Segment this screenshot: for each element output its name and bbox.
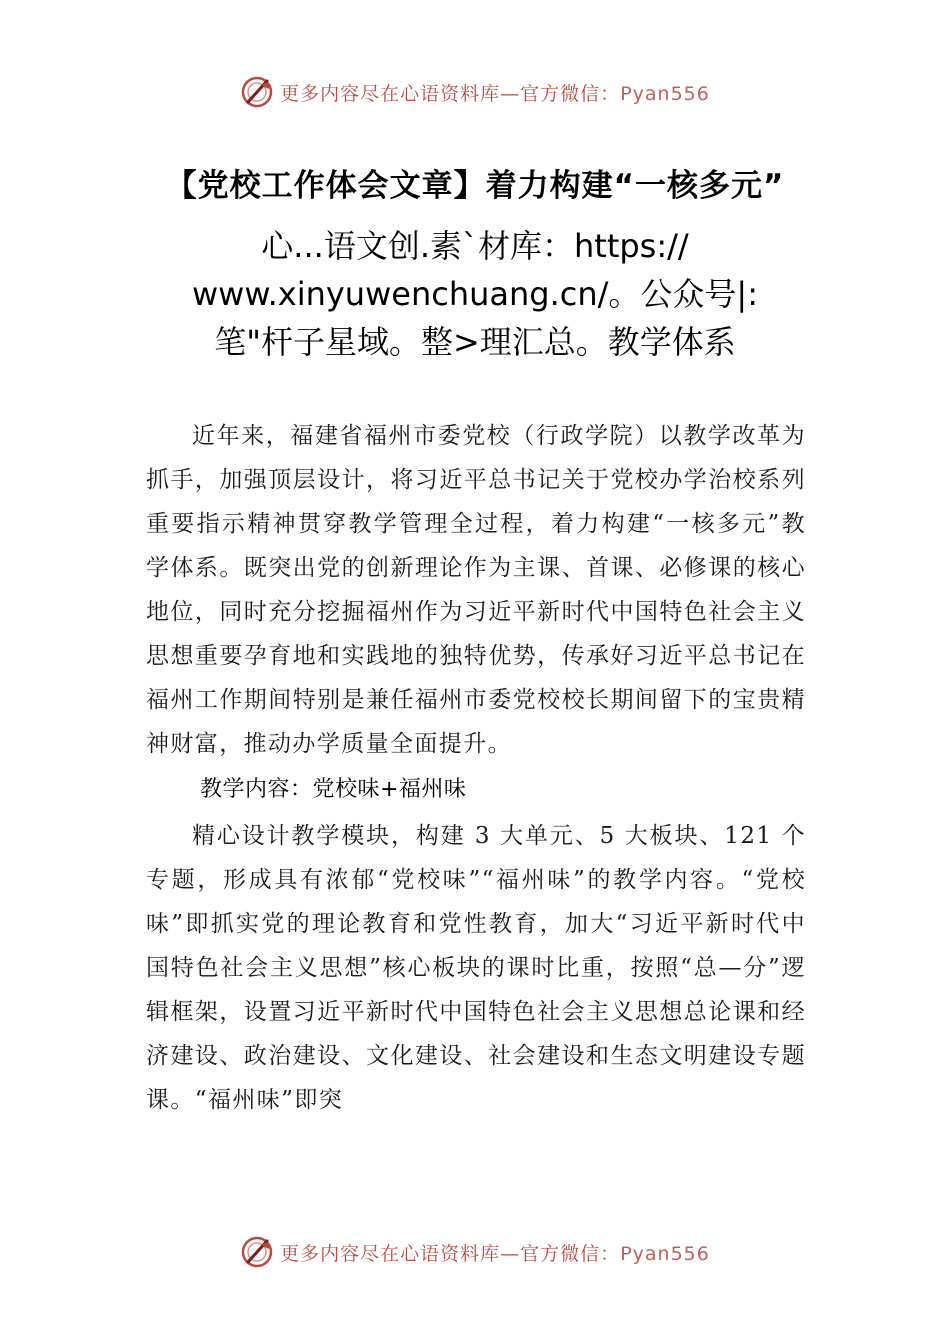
banner-library-text: 更多内容尽在心语资料库	[280, 1242, 501, 1265]
banner-separator: —	[500, 1242, 521, 1265]
quill-logo-icon	[240, 75, 274, 109]
footer-banner	[0, 1232, 950, 1272]
banner-wechat-id: Pyan556	[620, 1242, 710, 1265]
banner-wechat-label: 官方微信：	[520, 82, 621, 105]
subtitle-line: 笔"杆子星域。整>理汇总。教学体系	[214, 323, 736, 361]
banner-text	[280, 79, 710, 106]
body-paragraph-content: 精心设计教学模块，构建 3 大单元、5 大板块、121 个专题，形成具有浓郁“党校味”“福州味”的教学内容。“党校味”即抓实党的理论教育和党性教育，加大“习近平新时代中国特色社会主义思想”核心板块的课时比重，按照“总—分”逻辑框架，设置习近平新时代中国特色社会主义思想总论课和经济建设、政治建设、文化建设、社会建设和生态文明建设专题课。“福州味”即突	[146, 823, 806, 1113]
subtitle-line: www.xinyuwenchuang.cn/。公众号|:	[192, 275, 758, 313]
subtitle-line: 心...语文创.素`材库：https://	[261, 227, 689, 265]
banner-wechat-id: Pyan556	[620, 82, 710, 105]
quill-logo-icon	[240, 1235, 274, 1269]
banner-separator: —	[500, 82, 521, 105]
document-title: 【党校工作体会文章】着力构建“一核多元”	[165, 168, 785, 204]
banner-text	[280, 1239, 710, 1266]
document-body	[146, 414, 806, 1122]
body-paragraph-intro: 近年来，福建省福州市委党校（行政学院）以教学改革为抓手，加强顶层设计，将习近平总书记关于党校办学治校系列重要指示精神贯穿教学管理全过程，着力构建“一核多元”教学体系。既突出党的创新理论作为主课、首课、必修课的核心地位，同时充分挖掘福州作为习近平新时代中国特色社会主义思想重要孕育地和实践地的独特优势，传承好习近平总书记在福州工作期间特别是兼任福州市委党校校长期间留下的宝贵精神财富，推动办学质量全面提升。	[146, 423, 806, 757]
banner-library-text: 更多内容尽在心语资料库	[280, 82, 501, 105]
banner-wechat-label: 官方微信：	[520, 1242, 621, 1265]
document-subtitle	[0, 222, 950, 366]
header-banner	[0, 72, 950, 112]
section-heading: 教学内容：党校味+福州味	[200, 777, 467, 802]
